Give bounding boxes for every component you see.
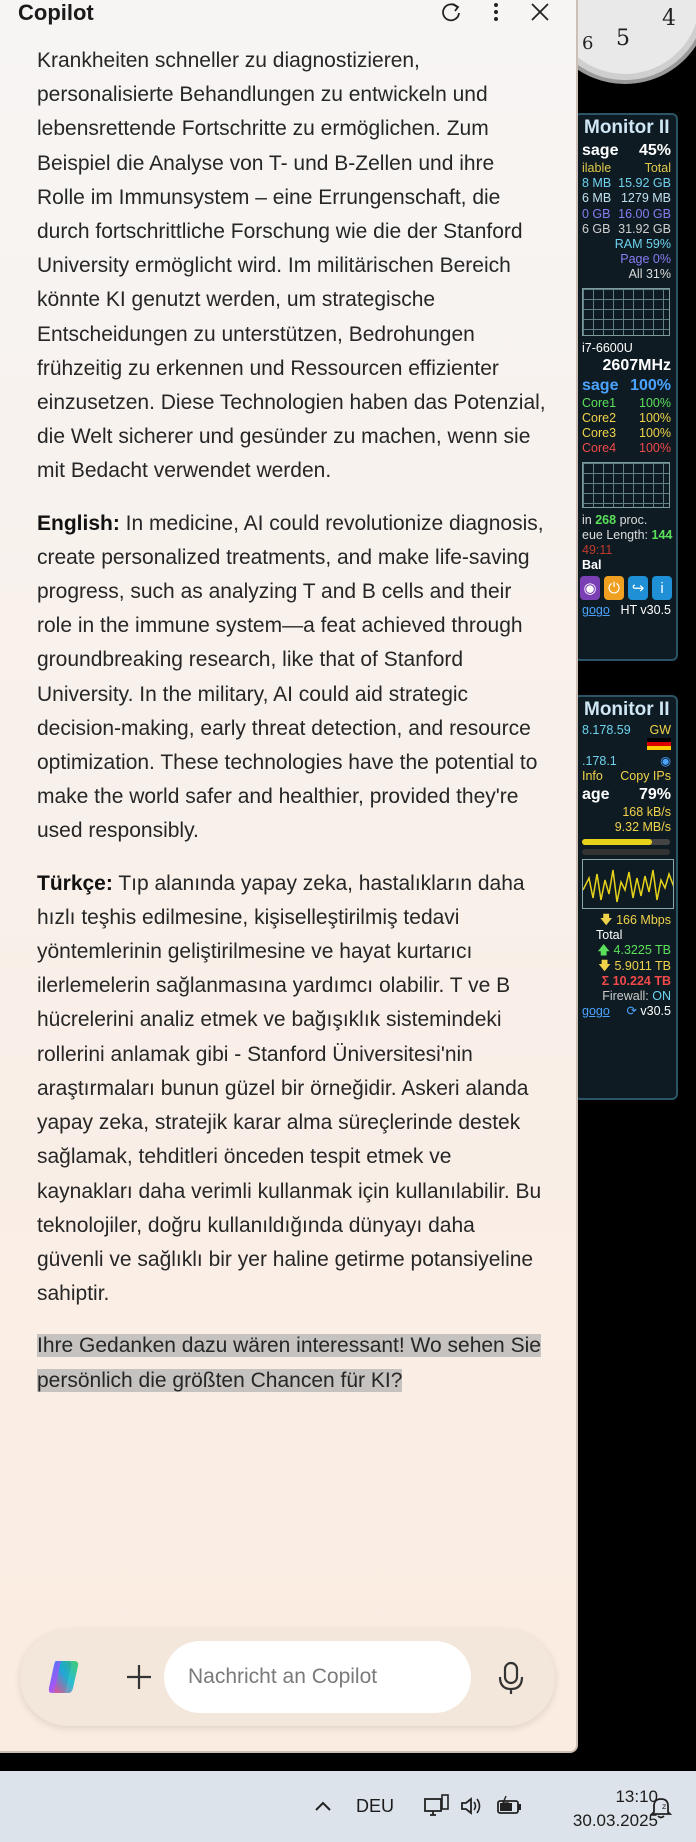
core1-value: 100%	[639, 395, 671, 410]
turkish-paragraph	[37, 867, 547, 1312]
available-header: ilable	[582, 161, 612, 175]
total-sum: 10.224 TB	[612, 973, 671, 988]
proc-suffix: proc.	[619, 512, 648, 527]
add-attachment-button[interactable]	[121, 1659, 157, 1695]
english-text: In medicine, AI could revolutionize diagnosis, create personalized treatments, and make life-saving progress, such as analyzing T and B cells and their role in the immune system—a feat achieved through groundbreaking research, like that of Stanford University. In the military, AI could aid strategic decision-making, early threat detection, and resource optimization. These technologies have the potential to make the world safer and healthier, provided they're used responsibly.	[37, 511, 544, 843]
system-monitor-gadget[interactable]	[574, 113, 678, 661]
total-header: Total	[644, 161, 671, 175]
firewall-label: Firewall:	[602, 989, 649, 1004]
cpu-usage-value: 100%	[630, 376, 671, 394]
close-button[interactable]	[525, 0, 555, 24]
mem-row2-avail: 6 MB	[582, 191, 612, 206]
desktop-clock-gadget: 4 5 6	[540, 0, 696, 84]
core3-value: 100%	[639, 426, 671, 441]
cpu-frequency: 2607MHz	[602, 356, 671, 374]
taskbar-clock[interactable]	[573, 1785, 658, 1833]
core2-label: Core2	[582, 411, 617, 426]
app-icon[interactable]: ◉	[580, 576, 600, 600]
info-label[interactable]: Info	[582, 769, 603, 784]
network-icon[interactable]	[424, 1792, 450, 1820]
message-input[interactable]	[164, 1641, 471, 1713]
taskbar-time: 13:10	[615, 1787, 658, 1806]
internal-ip: .178.1	[582, 754, 617, 769]
firewall-value: ON	[652, 989, 671, 1004]
svg-text:z: z	[662, 1802, 667, 1811]
network-traffic-graph	[582, 859, 674, 909]
close-icon	[529, 1, 551, 23]
total-upload: 4.3225 TB	[613, 943, 671, 958]
target-icon[interactable]: ◉	[660, 754, 671, 769]
ram-value: 59%	[645, 237, 671, 252]
speaker-icon	[459, 1795, 483, 1817]
language-indicator[interactable]: DEU	[356, 1795, 395, 1816]
taskbar	[0, 1771, 696, 1842]
refresh-icon	[440, 1, 462, 23]
balance-label: Bal	[582, 558, 602, 573]
copilot-logo-icon[interactable]	[44, 1657, 84, 1697]
mem-row1-total: 15.92 GB	[618, 176, 671, 191]
upload-speed: 168 kB/s	[622, 804, 671, 819]
notifications-button[interactable]	[648, 1794, 674, 1820]
page-value: 0%	[652, 252, 671, 267]
copy-ips-button[interactable]: Copy IPs	[620, 769, 671, 784]
taskbar-date: 30.03.2025	[572, 1811, 658, 1830]
network-usage-fill	[582, 839, 652, 845]
turkish-text: Tıp alanında yapay zeka, hastalıkların daha hızlı teşhis edilmesine, kişiselleştirilmiş tedavi yöntemlerinin geliştirilmesine ve hayat kurtarıcı ilerlemelerin sağlanmasına yardımcı olabilir. T ve B hücrelerini analiz etmek ve bağışıklık sistemindeki rollerini anlamak gibi - Stanford Üniversitesi'nin araştırmaları bunun güzel bir örneğidir. Askeri alanda yapay zeka, stratejik karar alma süreçlerinde destek sağlamak, tehditleri önceden tespit etmek ve kaynakları daha verimli kullanmak için kullanılabilir. Bu teknolojiler, doğru kullanıldığında dünyayı daha güvenli ve sağlıklı bir yer haline getirme potansiyeline sahiptir.	[37, 871, 542, 1306]
volume-icon[interactable]	[458, 1792, 484, 1820]
more-vertical-icon	[493, 1, 499, 23]
queue-value: 144	[651, 527, 673, 542]
message-composer	[20, 1630, 555, 1726]
gateway-label: GW	[649, 723, 671, 737]
english-label: English:	[37, 511, 120, 535]
core4-value: 100%	[639, 441, 671, 456]
network-usage-bar	[582, 839, 670, 845]
ram-label: RAM	[614, 237, 643, 252]
notification-bell-icon	[649, 1795, 673, 1819]
download-speed: 9.32 MB/s	[614, 819, 671, 834]
title-bar	[0, 0, 576, 44]
external-ip: 8.178.59	[582, 723, 631, 737]
mem-row3-avail: 0 GB	[582, 206, 611, 221]
uptime: 49:11	[582, 543, 613, 558]
total-download: 5.9011 TB	[614, 958, 671, 973]
microphone-button[interactable]	[493, 1659, 529, 1697]
total-label: Total	[596, 928, 623, 943]
cpu-model: i7-6600U	[582, 340, 633, 355]
refresh-button[interactable]	[436, 0, 466, 24]
mem-row1-avail: 8 MB	[582, 176, 612, 191]
cpu-graph	[582, 462, 670, 508]
network-secondary-bar	[582, 849, 670, 855]
more-options-button[interactable]	[481, 0, 511, 24]
gadget-footer-link[interactable]: gogo	[582, 1004, 610, 1019]
refresh-icon[interactable]: ⟳	[626, 1004, 637, 1019]
logout-icon[interactable]: ↪	[628, 576, 648, 600]
usage-value: 45%	[638, 142, 671, 159]
flag-icon	[647, 738, 671, 750]
closing-question-paragraph[interactable]	[37, 1329, 547, 1397]
info-icon[interactable]: i	[652, 576, 672, 600]
monitor-network-icon	[424, 1794, 450, 1818]
link-speed: 166 Mbps	[616, 913, 671, 928]
english-paragraph	[37, 507, 547, 849]
proc-prefix: in	[582, 512, 592, 527]
cpu-usage-label: sage	[582, 376, 619, 394]
all-label: All	[628, 267, 643, 282]
usage-label: sage	[582, 142, 619, 159]
battery-icon[interactable]	[495, 1792, 525, 1820]
memory-graph	[582, 288, 670, 336]
gadget-title: Monitor II	[584, 699, 670, 720]
process-count: 268	[595, 512, 617, 527]
core2-value: 100%	[639, 411, 671, 426]
gadget-version: HT v30.5	[620, 603, 671, 618]
all-value: 31%	[645, 267, 671, 282]
gadget-footer-link[interactable]: gogo	[582, 603, 610, 618]
network-monitor-gadget[interactable]: Monitor II 8.178.59 GW .178.1 ◉ Info Copy IPs age 79% 168 kB/s 9.32 MB/s 🡇 166 Mbps Total 🡅 4.3225 TB 🡇 5.9011 TB Σ 10.224 TB Firewall: ON gogo ⟳ v30.5	[574, 695, 678, 1100]
chevron-up-icon	[314, 1800, 332, 1812]
mem-row4-avail: 6 GB	[582, 221, 611, 236]
window-title: Copilot	[18, 0, 94, 25]
german-paragraph: Krankheiten schneller zu diagnostizieren, personalisierte Behandlungen zu entwickeln und lebensrettende Fortschritte zu ermöglichen. Zum Beispiel die Analyse von T- und B-Zellen und ihre Rolle im Immunsystem – eine Errungenschaft, die durch fortschrittliche Forschung wie die der Stanford University ermöglicht wird. Im militärischen Bereich könnte KI genutzt werden, um strategische Entscheidungen zu unterstützen, Bedrohungen frühzeitig zu erkennen und Ressourcen effizienter einzusetzen. Diese Technologien haben das Potenzial, die Welt sicherer und gesünder zu machen, wenn sie mit Bedacht verwendet werden.	[37, 49, 546, 483]
turkish-label: Türkçe:	[37, 871, 113, 895]
closing-question-text[interactable]: Ihre Gedanken dazu wären interessant! Wo sehen Sie persönlich die größten Chancen für KI?	[37, 1334, 541, 1392]
core3-label: Core3	[582, 426, 617, 441]
assistant-message	[37, 44, 547, 1398]
core4-label: Core4	[582, 441, 617, 456]
battery-charging-icon	[496, 1795, 524, 1817]
gadget-title: Monitor II	[584, 117, 670, 138]
gadget-version: v30.5	[640, 1004, 671, 1019]
queue-label: eue Length:	[582, 527, 649, 542]
net-usage-label: age	[582, 785, 610, 803]
mem-row2-total: 1279 MB	[620, 191, 671, 206]
show-hidden-icons-button[interactable]	[308, 1791, 338, 1821]
power-icon[interactable]: ⏻	[604, 576, 624, 600]
mem-row3-total: 16.00 GB	[618, 206, 671, 221]
net-usage-value: 79%	[638, 785, 671, 803]
page-label: Page	[620, 252, 650, 267]
core1-label: Core1	[582, 395, 617, 410]
mem-row4-total: 31.92 GB	[618, 221, 671, 236]
